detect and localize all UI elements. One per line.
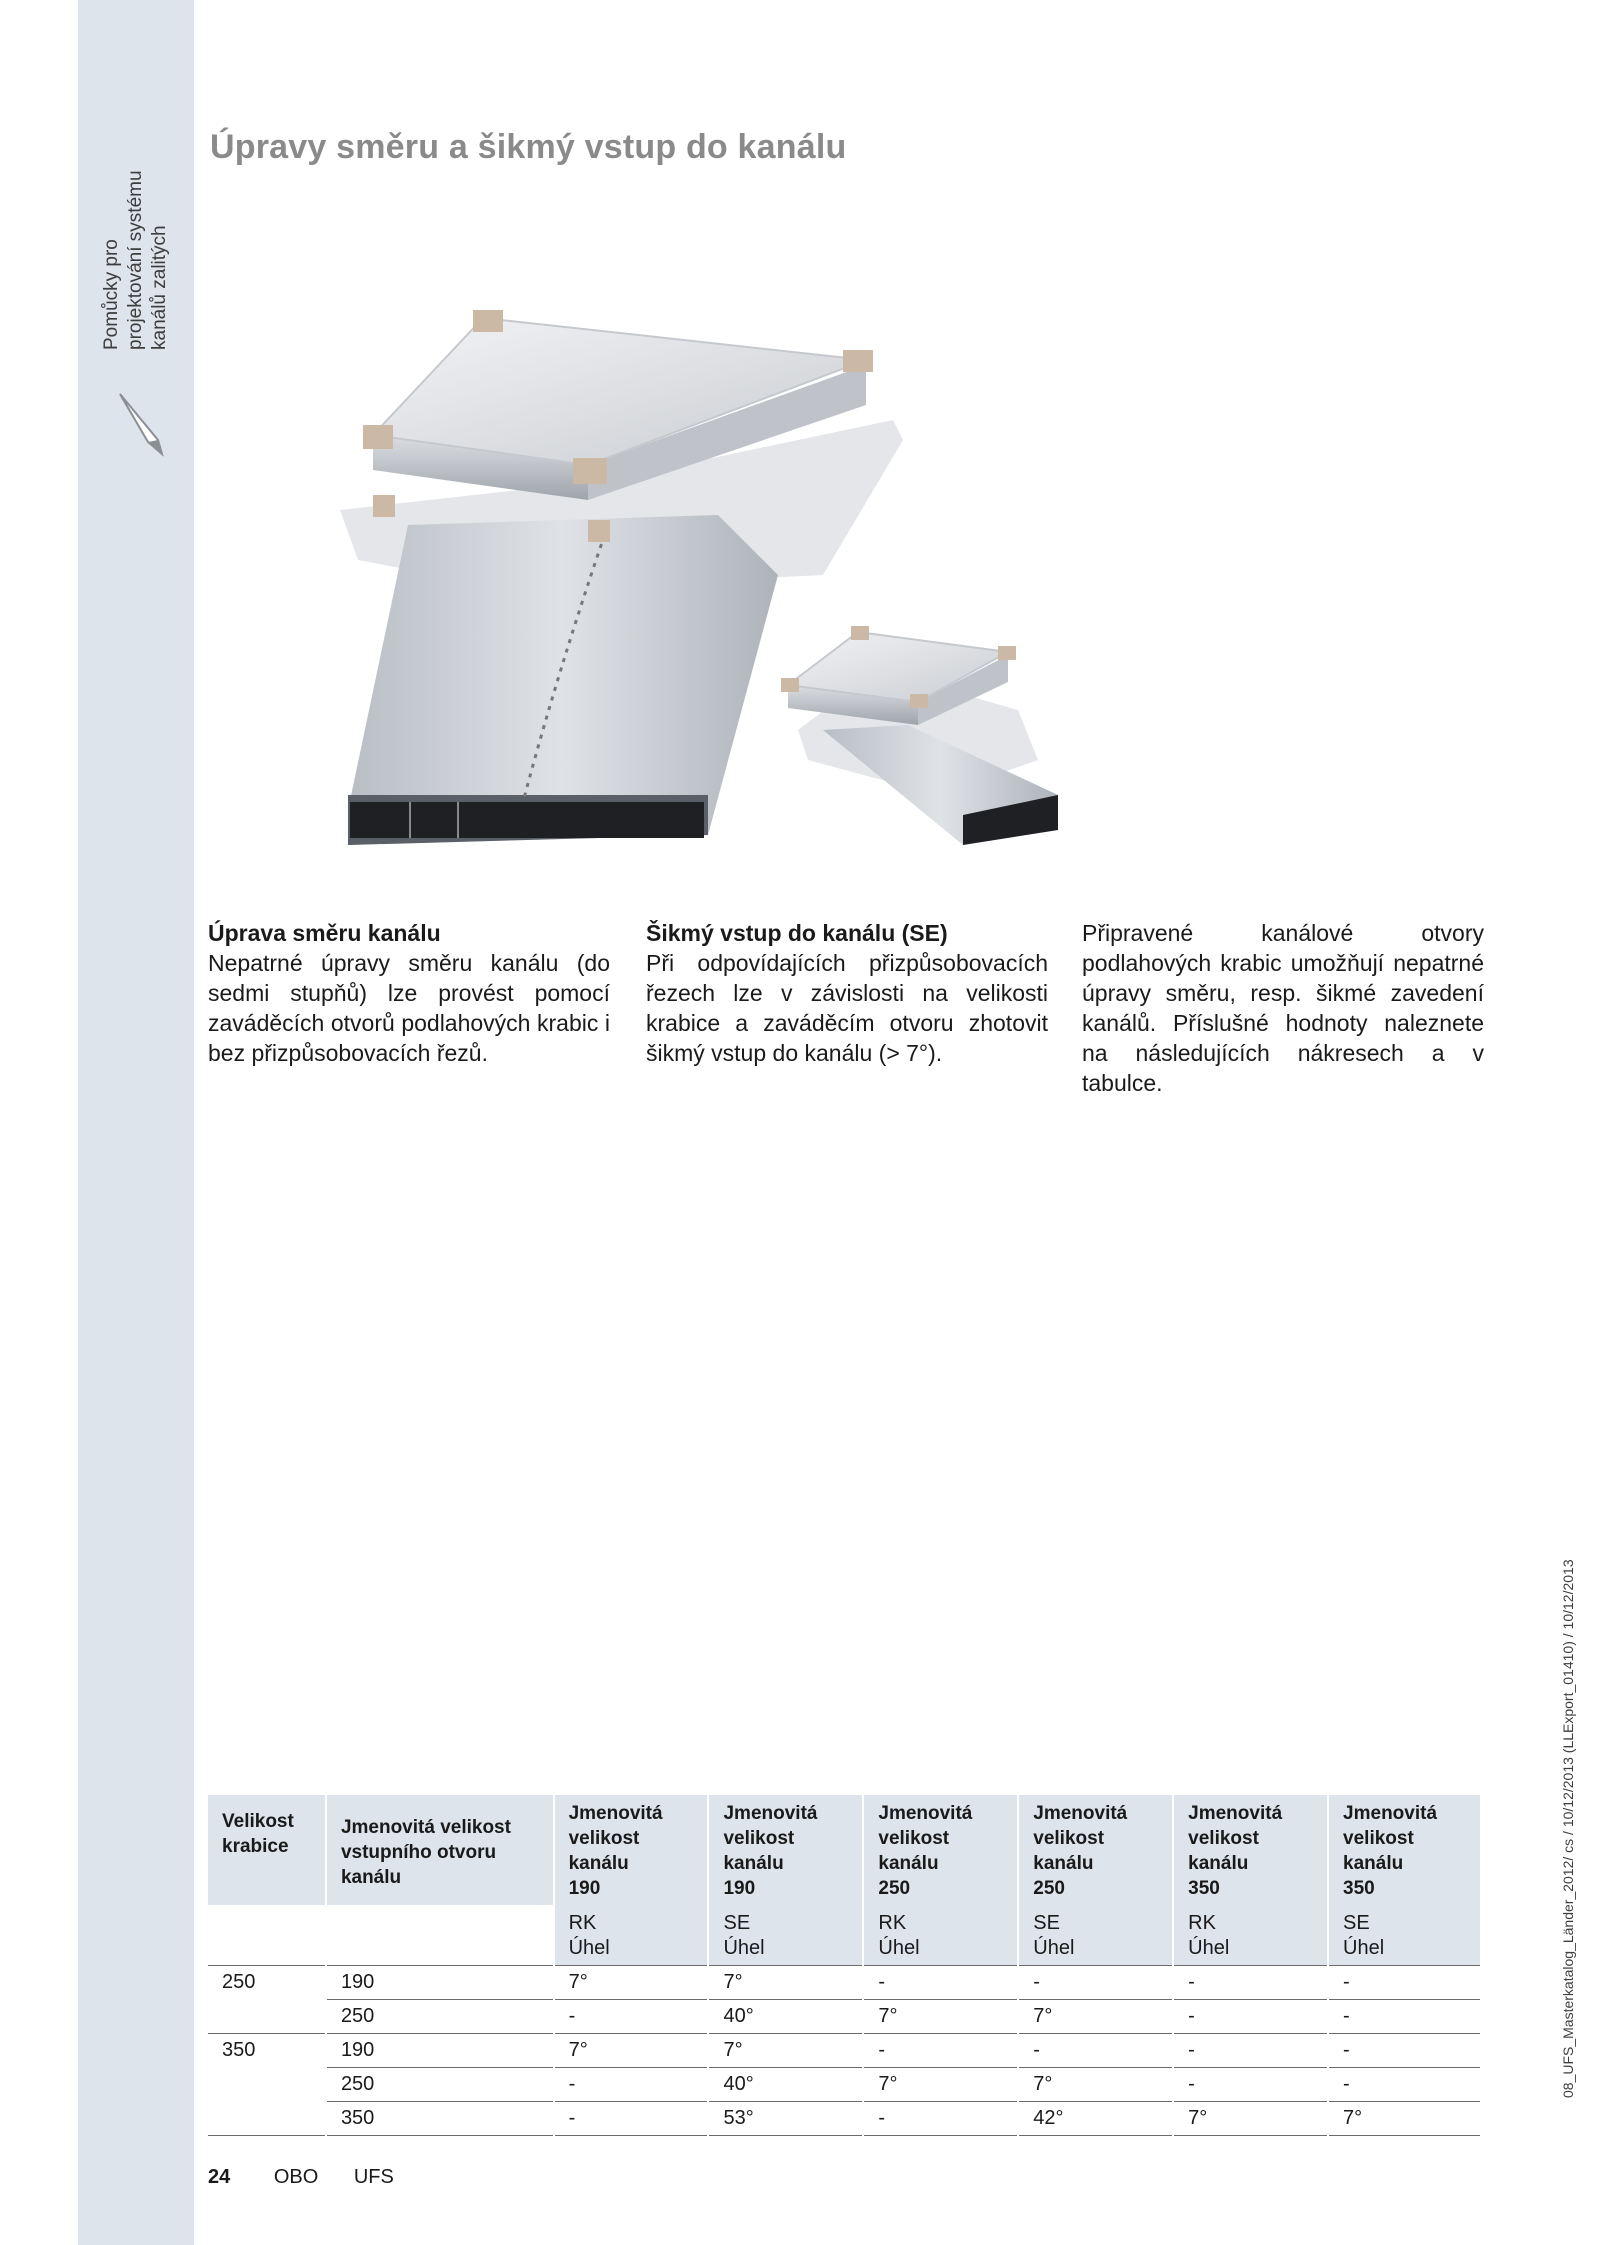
- table-cell: 40°: [708, 2068, 863, 2102]
- table-row: [208, 2068, 1481, 2102]
- table-cell: 7°: [1018, 2068, 1173, 2102]
- section-heading: Šikmý vstup do kanálu (SE): [646, 920, 948, 946]
- table-cell: 7°: [863, 2068, 1018, 2102]
- table-header: Velikost krabice: [208, 1795, 326, 1905]
- text-column-direction: [208, 918, 610, 1068]
- sidebar-section-label: Pomůcky pro projektování systému kanálů zalitých: [101, 170, 170, 350]
- table-cell: -: [1173, 2034, 1328, 2068]
- table-cell: -: [1173, 1966, 1328, 2000]
- table-cell: 250: [326, 2068, 554, 2102]
- table-cell: -: [1328, 1966, 1481, 2000]
- table-cell: 190: [326, 2034, 554, 2068]
- text-column-oblique: [646, 918, 1048, 1068]
- text-column-info: [1082, 918, 1484, 1098]
- table-cell: 7°: [554, 1966, 709, 2000]
- table-subheader: [326, 1905, 554, 1966]
- section-body: Nepatrné úpravy směru kanálu (do sedmi stupňů) lze provést pomocí zaváděcích otvorů podlahových krabic i bez přizpůsobovacích řezů.: [208, 950, 610, 1066]
- table-cell: [208, 2068, 326, 2102]
- table-cell: 190: [326, 1966, 554, 2000]
- table-cell: -: [863, 2034, 1018, 2068]
- table-cell: -: [863, 1966, 1018, 2000]
- catalog-reference-note: 08_UFS_Masterkatalog_Länder_2012/ cs / 10/12/2013 (LLExport_01410) / 10/12/2013: [1560, 1559, 1576, 2098]
- footer-system: UFS: [353, 2166, 394, 2188]
- table-cell: -: [1173, 2068, 1328, 2102]
- table-subheader: SE Úhel: [1018, 1905, 1173, 1966]
- section-heading: Úprava směru kanálu: [208, 920, 441, 946]
- table-subheader-row: [208, 1905, 1481, 1966]
- table-cell: 42°: [1018, 2102, 1173, 2136]
- table-subheader: RK Úhel: [1173, 1905, 1328, 1966]
- table-header-row: [208, 1795, 1481, 1905]
- footer-brand: OBO: [273, 2166, 319, 2188]
- table-cell: [208, 2000, 326, 2034]
- page-footer: [208, 2166, 394, 2189]
- table-cell: 40°: [708, 2000, 863, 2034]
- table-cell: 7°: [708, 1966, 863, 2000]
- table-cell: -: [1018, 2034, 1173, 2068]
- table-header: Jmenovitá velikost kanálu 190: [708, 1795, 863, 1905]
- table-header: Jmenovitá velikost kanálu 250: [863, 1795, 1018, 1905]
- table-cell: 350: [208, 2034, 326, 2068]
- table-row: [208, 2034, 1481, 2068]
- table-cell: 7°: [863, 2000, 1018, 2034]
- table-header: Jmenovitá velikost vstupního otvoru kanálu: [326, 1795, 554, 1905]
- table-cell: 250: [326, 2000, 554, 2034]
- table-cell: 7°: [1018, 2000, 1173, 2034]
- table-row: [208, 2102, 1481, 2136]
- adjustment-angle-table: [208, 1795, 1482, 2136]
- chevron-arrow-icon: [118, 392, 166, 458]
- table-header: Jmenovitá velikost kanálu 190: [554, 1795, 709, 1905]
- page-number: 24: [208, 2166, 231, 2188]
- table-cell: -: [863, 2102, 1018, 2136]
- section-body: Při odpovídajících přizpůsobovacích řezech lze v závislosti na velikosti krabice a zaváděcím otvoru zhotovit šikmý vstup do kanálu (> 7°).: [646, 950, 1048, 1066]
- table-subheader: SE Úhel: [1328, 1905, 1481, 1966]
- table-subheader: SE Úhel: [708, 1905, 863, 1966]
- page-title: Úpravy směru a šikmý vstup do kanálu: [210, 128, 847, 166]
- table-cell: 7°: [554, 2034, 709, 2068]
- table-cell: 7°: [1173, 2102, 1328, 2136]
- table-header: Jmenovitá velikost kanálu 250: [1018, 1795, 1173, 1905]
- table-cell: -: [1173, 2000, 1328, 2034]
- table-cell: -: [554, 2000, 709, 2034]
- floor-box-channel-image: [318, 290, 1478, 880]
- table-cell: 7°: [1328, 2102, 1481, 2136]
- table-subheader: RK Úhel: [863, 1905, 1018, 1966]
- table-cell: -: [554, 2068, 709, 2102]
- table-row: [208, 2000, 1481, 2034]
- table-cell: [208, 2102, 326, 2136]
- table-row: [208, 1966, 1481, 2000]
- table-subheader: RK Úhel: [554, 1905, 709, 1966]
- table-cell: -: [1018, 1966, 1173, 2000]
- table-header: Jmenovitá velikost kanálu 350: [1173, 1795, 1328, 1905]
- table-header: Jmenovitá velikost kanálu 350: [1328, 1795, 1481, 1905]
- table-cell: 350: [326, 2102, 554, 2136]
- table-cell: -: [554, 2102, 709, 2136]
- table-cell: -: [1328, 2034, 1481, 2068]
- table-cell: 53°: [708, 2102, 863, 2136]
- table-cell: -: [1328, 2068, 1481, 2102]
- table-cell: 250: [208, 1966, 326, 2000]
- section-body: Připravené kanálové otvory podlahových krabic umožňují nepatrné úpravy směru, resp. šikmé zavedení kanálů. Příslušné hodnoty naleznete na následujících nákresech a v tabulce.: [1082, 920, 1484, 1096]
- table-subheader: [208, 1905, 326, 1966]
- table-cell: -: [1328, 2000, 1481, 2034]
- table-cell: 7°: [708, 2034, 863, 2068]
